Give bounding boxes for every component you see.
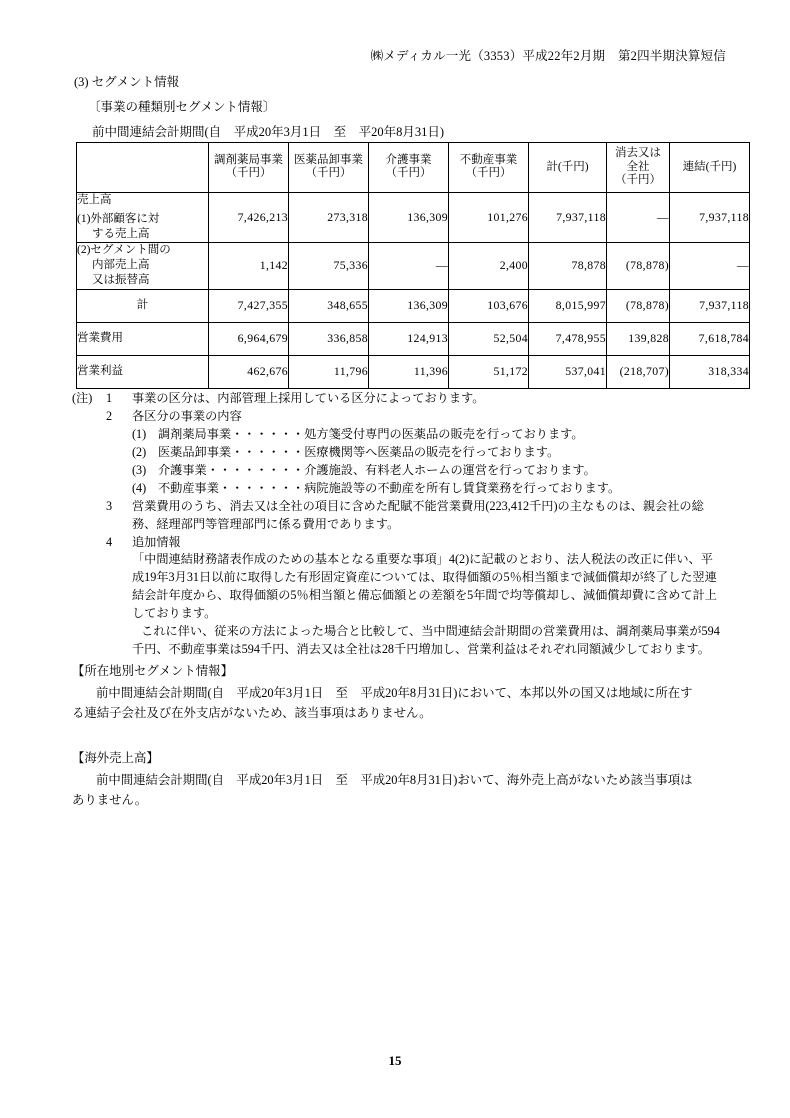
cell-value: 7,427,355 bbox=[209, 289, 289, 322]
section-heading-segment-info: (3) セグメント情報 bbox=[74, 75, 180, 89]
col-head-line2: （千円） bbox=[465, 167, 512, 180]
cell-value: (218,707) bbox=[607, 355, 670, 388]
row-label-external-sales bbox=[77, 192, 209, 242]
cell-value: 1,142 bbox=[209, 242, 289, 289]
cell-value: 2,400 bbox=[449, 242, 529, 289]
note-subitem bbox=[132, 462, 722, 480]
row-label-line1: (1)外部顧客に対 bbox=[77, 212, 160, 225]
column-header-blank bbox=[77, 143, 209, 193]
col-head-line2: （千円） bbox=[225, 167, 272, 180]
column-header-pharma-wholesale bbox=[289, 143, 369, 193]
row-label-operating-income: 営業利益 bbox=[77, 355, 209, 388]
table-row bbox=[77, 192, 750, 242]
column-header-elimination-corporate bbox=[607, 143, 670, 193]
cell-value: 139,828 bbox=[607, 322, 670, 355]
cell-value: 318,334 bbox=[670, 355, 750, 388]
cell-value: 101,276 bbox=[449, 192, 529, 242]
cell-value: 537,041 bbox=[529, 355, 607, 388]
note-subitem-text: 医薬品卸事業・・・・・・医療機関等へ医薬品の販売を行っております。 bbox=[158, 444, 560, 459]
col-head-line2: （千円） bbox=[385, 167, 432, 180]
row-label-line1: (2)セグメント間の bbox=[77, 244, 171, 257]
col-head-line1: 調剤薬局事業 bbox=[214, 153, 283, 166]
running-header: ㈱メディカル一光（3353）平成22年2月期 第2四半期決算短信 bbox=[370, 49, 726, 63]
location-segment-line2: る連結子会社及び在外支店がないため、該当事項はありません。 bbox=[72, 706, 432, 721]
cell-value: 136,309 bbox=[369, 192, 449, 242]
col-head-line2: （千円） bbox=[305, 167, 352, 180]
note-text: 事業の区分は、内部管理上採用している区分によっております。 bbox=[132, 391, 485, 405]
column-header-real-estate bbox=[449, 143, 529, 193]
note-number: 2 bbox=[106, 408, 113, 423]
overseas-sales-line1: 前中間連結会計期間(自 平成20年3月1日 至 平成20年8月31日)おいて、海外売上高がないため該当事項は bbox=[96, 773, 693, 787]
cell-value: (78,878) bbox=[607, 242, 670, 289]
note-item-4 bbox=[72, 534, 722, 552]
column-header-dispensing-pharmacy bbox=[209, 143, 289, 193]
note-subitem-text: 調剤薬局事業・・・・・・処方箋受付専門の医薬品の販売を行っております。 bbox=[158, 426, 584, 441]
location-segment-heading: 【所在地別セグメント情報】 bbox=[72, 664, 233, 678]
cell-value: 7,478,955 bbox=[529, 322, 607, 355]
accounting-period-label: 前中間連結会計期間(自 平成20年3月1日 至 平20年8月31日) bbox=[92, 125, 445, 139]
note-4-paragraph-2-text: これに伴い、従来の方法によった場合と比較して、当中間連結会計期間の営業費用は、調剤薬局事業が594千円、不動産事業は594千円、消去又は全社は28千円増加し、営業利益はそれぞれ同額減少しております。 bbox=[132, 624, 720, 657]
table-row bbox=[77, 322, 750, 355]
row-label-sales-heading: 売上高 bbox=[77, 193, 112, 206]
cell-value: 336,858 bbox=[289, 322, 369, 355]
cell-value: (78,878) bbox=[607, 289, 670, 322]
location-segment-line1: 前中間連結会計期間(自 平成20年3月1日 至 平成20年8月31日)において、本邦以外の国又は地域に所在す bbox=[96, 686, 693, 700]
note-subitem bbox=[132, 480, 722, 498]
col-head-line1: 不動産事業 bbox=[459, 153, 518, 166]
segment-table-wrapper bbox=[76, 142, 749, 389]
note-subitem-number: (1) bbox=[132, 426, 147, 441]
overseas-sales-heading: 【海外売上高】 bbox=[72, 751, 159, 765]
column-header-nursing-care bbox=[369, 143, 449, 193]
col-head-line1: 消去又は bbox=[615, 147, 661, 159]
note-subitem-number: (2) bbox=[132, 444, 147, 459]
page-number: 15 bbox=[388, 1053, 402, 1068]
note-number: 1 bbox=[106, 391, 113, 405]
note-subitem-number: (3) bbox=[132, 462, 147, 477]
note-number: 4 bbox=[106, 534, 113, 549]
cell-value: 51,172 bbox=[449, 355, 529, 388]
row-label-operating-expenses: 営業費用 bbox=[77, 322, 209, 355]
note-subitem bbox=[132, 426, 722, 444]
note-text: 営業費用のうち、消去又は全社の項目に含めた配賦不能営業費用(223,412千円)の主なものは、親会社の総務、経理部門等管理部門に係る費用であります。 bbox=[132, 498, 704, 531]
row-label-line3: 又は振替高 bbox=[92, 273, 150, 286]
cell-value: 103,676 bbox=[449, 289, 529, 322]
location-segment-body bbox=[72, 683, 720, 723]
table-header-row bbox=[77, 143, 750, 193]
notes-marker: (注) bbox=[72, 391, 93, 405]
column-header-consolidated bbox=[670, 143, 750, 193]
cell-value: — bbox=[369, 242, 449, 289]
note-text: 追加情報 bbox=[132, 534, 181, 549]
cell-value: 7,937,118 bbox=[670, 289, 750, 322]
column-header-total bbox=[529, 143, 607, 193]
note-text: 各区分の事業の内容 bbox=[132, 408, 242, 423]
overseas-sales-line2: ありません。 bbox=[72, 793, 148, 808]
cell-value: 462,676 bbox=[209, 355, 289, 388]
cell-value: 75,336 bbox=[289, 242, 369, 289]
cell-value: 11,796 bbox=[289, 355, 369, 388]
note-item-2 bbox=[72, 408, 722, 426]
cell-value: 7,937,118 bbox=[670, 192, 750, 242]
note-subitem-text: 不動産事業・・・・・・・病院施設等の不動産を所有し賃貸業務を行っております。 bbox=[158, 480, 621, 495]
col-head-line2: 全社 bbox=[626, 160, 650, 173]
cell-value: 348,655 bbox=[289, 289, 369, 322]
cell-value: 8,015,997 bbox=[529, 289, 607, 322]
cell-value: 6,964,679 bbox=[209, 322, 289, 355]
note-subitem-text: 介護事業・・・・・・・・介護施設、有料老人ホームの運営を行っております。 bbox=[158, 462, 596, 477]
note-4-paragraph-2 bbox=[132, 623, 722, 659]
cell-value: 7,426,213 bbox=[209, 192, 289, 242]
note-subitem bbox=[132, 444, 722, 462]
row-label-line2: する売上高 bbox=[92, 227, 150, 240]
table-row bbox=[77, 242, 750, 289]
col-head-line1: 計(千円) bbox=[546, 160, 589, 173]
cell-value: 11,396 bbox=[369, 355, 449, 388]
notes-block bbox=[72, 390, 722, 659]
note-subitem-number: (4) bbox=[132, 480, 147, 495]
table-row bbox=[77, 355, 750, 388]
cell-value: 273,318 bbox=[289, 192, 369, 242]
col-head-line1: 介護事業 bbox=[385, 153, 432, 166]
segment-information-table bbox=[76, 142, 750, 389]
note-4-paragraph-1: 「中間連結財務諸表作成のための基本となる重要な事項」4(2)に記載のとおり、法人税法の改正に伴い、平成19年3月31日以前に取得した有形固定資産については、取得価額の5％相当額まで減価償却が終了した翌連結会計年度から、取得価額の5％相当額と備忘価額との差額を5年間で均等償却し、減価償却費に含めて計上しております。 bbox=[132, 552, 717, 621]
note-number: 3 bbox=[106, 498, 113, 513]
cell-value: 124,913 bbox=[369, 322, 449, 355]
overseas-sales-body bbox=[72, 770, 720, 810]
cell-value: 7,937,118 bbox=[529, 192, 607, 242]
col-head-line3: （千円） bbox=[615, 174, 661, 187]
note-item-1 bbox=[72, 390, 722, 408]
note-item-3 bbox=[72, 498, 722, 534]
cell-value: — bbox=[607, 192, 670, 242]
row-label-total: 計 bbox=[77, 289, 209, 322]
table-row bbox=[77, 289, 750, 322]
cell-value: 78,878 bbox=[529, 242, 607, 289]
cell-value: 7,618,784 bbox=[670, 322, 750, 355]
subsection-heading-business-type-segment: 〔事業の種類別セグメント情報〕 bbox=[88, 100, 276, 114]
col-head-line1: 医薬品卸事業 bbox=[294, 153, 363, 166]
row-label-line2: 内部売上高 bbox=[92, 259, 150, 272]
cell-value: 52,504 bbox=[449, 322, 529, 355]
cell-value: 136,309 bbox=[369, 289, 449, 322]
cell-value: — bbox=[670, 242, 750, 289]
row-label-intersegment-sales bbox=[77, 242, 209, 289]
col-head-line1: 連結(千円) bbox=[682, 160, 737, 173]
